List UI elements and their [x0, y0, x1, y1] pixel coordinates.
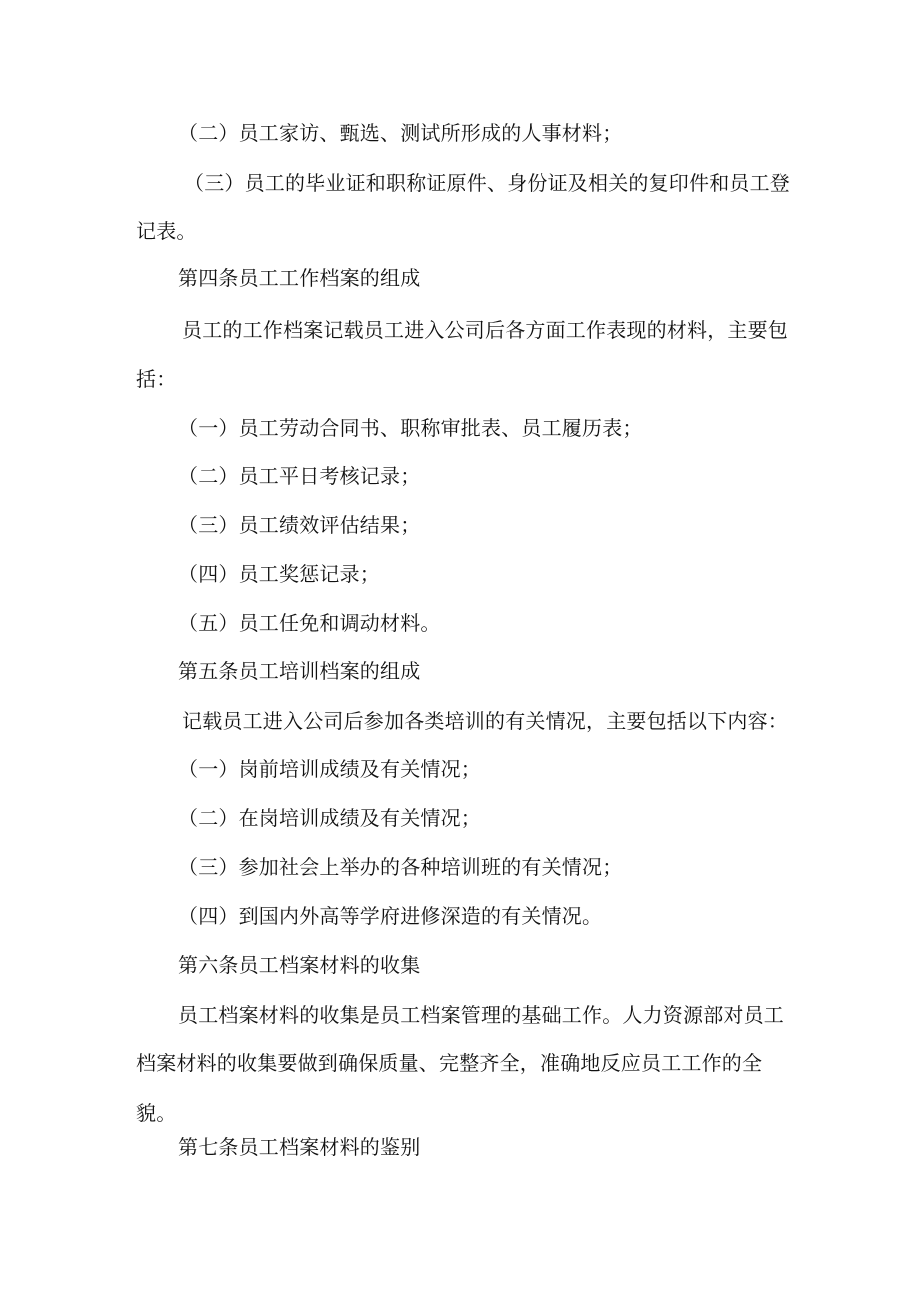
paragraph-continuation: 档案材料的收集要做到确保质量、完整齐全，准确地反应员工工作的全 [136, 1051, 763, 1075]
article-heading: 第四条员工工作档案的组成 [178, 266, 421, 290]
article-heading: 第五条员工培训档案的组成 [178, 659, 421, 683]
list-item: （二）员工家访、甄选、测试所形成的人事材料； [178, 121, 623, 145]
list-item: （一）岗前培训成绩及有关情况； [178, 757, 481, 781]
list-item: （四）员工奖惩记录； [178, 562, 380, 586]
list-item: （二）员工平日考核记录； [178, 464, 421, 488]
paragraph: 员工的工作档案记载员工进入公司后各方面工作表现的材料，主要包 [182, 318, 788, 342]
list-item: （三）参加社会上举办的各种培训班的有关情况； [178, 855, 623, 879]
paragraph-continuation: 貌。 [136, 1101, 177, 1125]
article-heading: 第七条员工档案材料的鉴别 [178, 1135, 421, 1159]
list-item: （二）在岗培训成绩及有关情况； [178, 806, 481, 830]
paragraph-continuation: 括： [136, 367, 177, 391]
list-item: （五）员工任免和调动材料。 [178, 611, 441, 635]
article-heading: 第六条员工档案材料的收集 [178, 953, 421, 977]
list-item: （三）员工绩效评估结果； [178, 513, 421, 537]
paragraph: 员工档案材料的收集是员工档案管理的基础工作。人力资源部对员工 [178, 1003, 784, 1027]
list-item: （四）到国内外高等学府进修深造的有关情况。 [178, 904, 603, 928]
list-item: （三）员工的毕业证和职称证原件、身份证及相关的复印件和员工登 [184, 171, 790, 195]
paragraph: 记载员工进入公司后参加各类培训的有关情况，主要包括以下内容： [182, 709, 788, 733]
list-item: （一）员工劳动合同书、职称审批表、员工履历表； [178, 416, 643, 440]
paragraph-continuation: 记表。 [136, 219, 197, 243]
